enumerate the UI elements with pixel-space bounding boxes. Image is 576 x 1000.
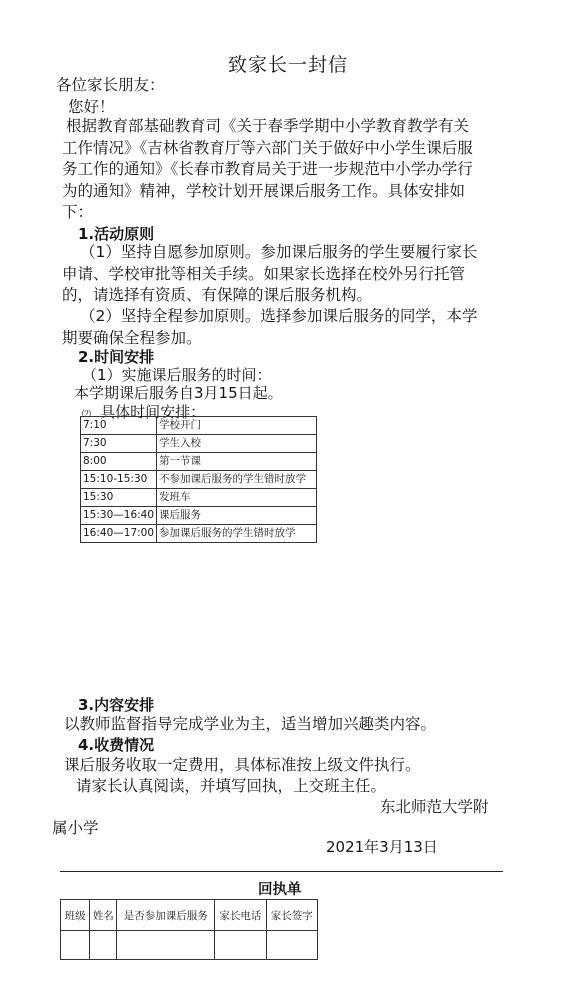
schedule-item-1-detail: 本学期课后服务自3月15日起。	[74, 384, 283, 402]
section-heading-schedule: 2.时间安排	[78, 348, 155, 366]
receipt-header-row	[61, 900, 318, 931]
schedule-time-cell: 7:10	[81, 417, 157, 435]
schedule-time-cell: 8:00	[81, 453, 157, 471]
section-heading-content: 3.内容安排	[78, 696, 155, 714]
schedule-event-cell: 第一节课	[157, 453, 317, 471]
letter-title: 致家长一封信	[227, 54, 348, 76]
table-row	[81, 507, 317, 525]
signature-line-1: 东北师范大学附	[380, 798, 489, 816]
receipt-signature-field[interactable]	[266, 931, 317, 960]
schedule-item-2-label: 具体时间安排：	[100, 403, 206, 421]
table-row	[81, 417, 317, 435]
receipt-header-name: 姓名	[90, 900, 117, 931]
receipt-header-class: 班级	[61, 900, 90, 931]
table-row	[81, 471, 317, 489]
principle-1-paragraph	[62, 242, 477, 307]
intro-line: 为的通知》精神，学校计划开展课后服务工作。具体安排如	[62, 181, 466, 200]
receipt-table	[60, 899, 318, 960]
receipt-class-field[interactable]	[61, 931, 90, 960]
salutation: 各位家长朋友：	[56, 76, 165, 94]
schedule-item-2-number: ⑵	[82, 410, 92, 420]
content-text: 以教师监督指导完成学业为主，适当增加兴趣类内容。	[64, 715, 437, 733]
receipt-header-signature: 家长签字	[266, 900, 317, 931]
intro-line: 根据教育部基础教育司《关于春季学期中小学教育教学有关	[66, 117, 470, 135]
schedule-event-cell: 不参加课后服务的学生错时放学	[157, 471, 317, 489]
letter-date: 2021年3月13日	[326, 838, 438, 856]
schedule-time-cell: 7:30	[81, 435, 157, 453]
intro-line: 务工作的通知》《长春市教育局关于进一步规范中小学办学行	[62, 160, 473, 178]
principle-2-line: （2）坚持全程参加原则。选择参加课后服务的同学，本学	[80, 307, 478, 325]
greeting: 您好！	[68, 98, 115, 116]
principle-2-line: 期要确保全程参加。	[62, 328, 202, 347]
principle-1-line: 的，请选择有资质、有保障的课后服务机构。	[62, 286, 373, 304]
receipt-header-phone: 家长电话	[215, 900, 266, 931]
receipt-phone-field[interactable]	[215, 931, 266, 960]
table-row	[81, 435, 317, 453]
receipt-participation-field[interactable]	[117, 931, 215, 960]
receipt-header-participation: 是否参加课后服务	[117, 900, 215, 931]
receipt-name-field[interactable]	[90, 931, 117, 960]
section-heading-principles: 1.活动原则	[78, 225, 155, 243]
table-row	[81, 453, 317, 471]
schedule-time-cell: 15:30	[81, 489, 157, 507]
fees-text: 课后服务收取一定费用，具体标准按上级文件执行。	[64, 756, 421, 774]
table-row	[81, 525, 317, 543]
schedule-time-cell: 16:40—17:00	[81, 525, 157, 543]
schedule-event-cell: 课后服务	[157, 507, 317, 525]
table-row	[81, 489, 317, 507]
schedule-event-cell: 参加课后服务的学生错时放学	[157, 525, 317, 543]
section-heading-fees: 4.收费情况	[78, 736, 155, 754]
principle-1-line: （1）坚持自愿参加原则。参加课后服务的学生要履行家长	[80, 243, 478, 261]
schedule-time-cell: 15:10-15:30	[81, 471, 157, 489]
receipt-entry-row	[61, 931, 318, 960]
schedule-table	[80, 416, 317, 543]
schedule-event-cell: 学生入校	[157, 435, 317, 453]
schedule-item-1: （1）实施课后服务的时间：	[82, 366, 272, 384]
schedule-time-cell: 15:30—16:40	[81, 507, 157, 525]
principle-1-line: 申请、学校审批等相关手续。如果家长选择在校外另行托管	[62, 264, 466, 283]
schedule-event-cell: 发班车	[157, 489, 317, 507]
intro-line: 下：	[62, 203, 94, 221]
principle-2-paragraph	[62, 306, 477, 349]
schedule-event-cell: 学校开门	[157, 417, 317, 435]
intro-paragraph	[62, 116, 473, 224]
closing-text: 请家长认真阅读，并填写回执，上交班主任。	[76, 777, 387, 795]
divider-line	[60, 871, 503, 872]
receipt-title: 回执单	[258, 882, 302, 898]
intro-line: 工作情况》《吉林省教育厅等六部门关于做好中小学生课后服	[62, 138, 473, 157]
signature-line-2: 属小学	[52, 819, 99, 837]
